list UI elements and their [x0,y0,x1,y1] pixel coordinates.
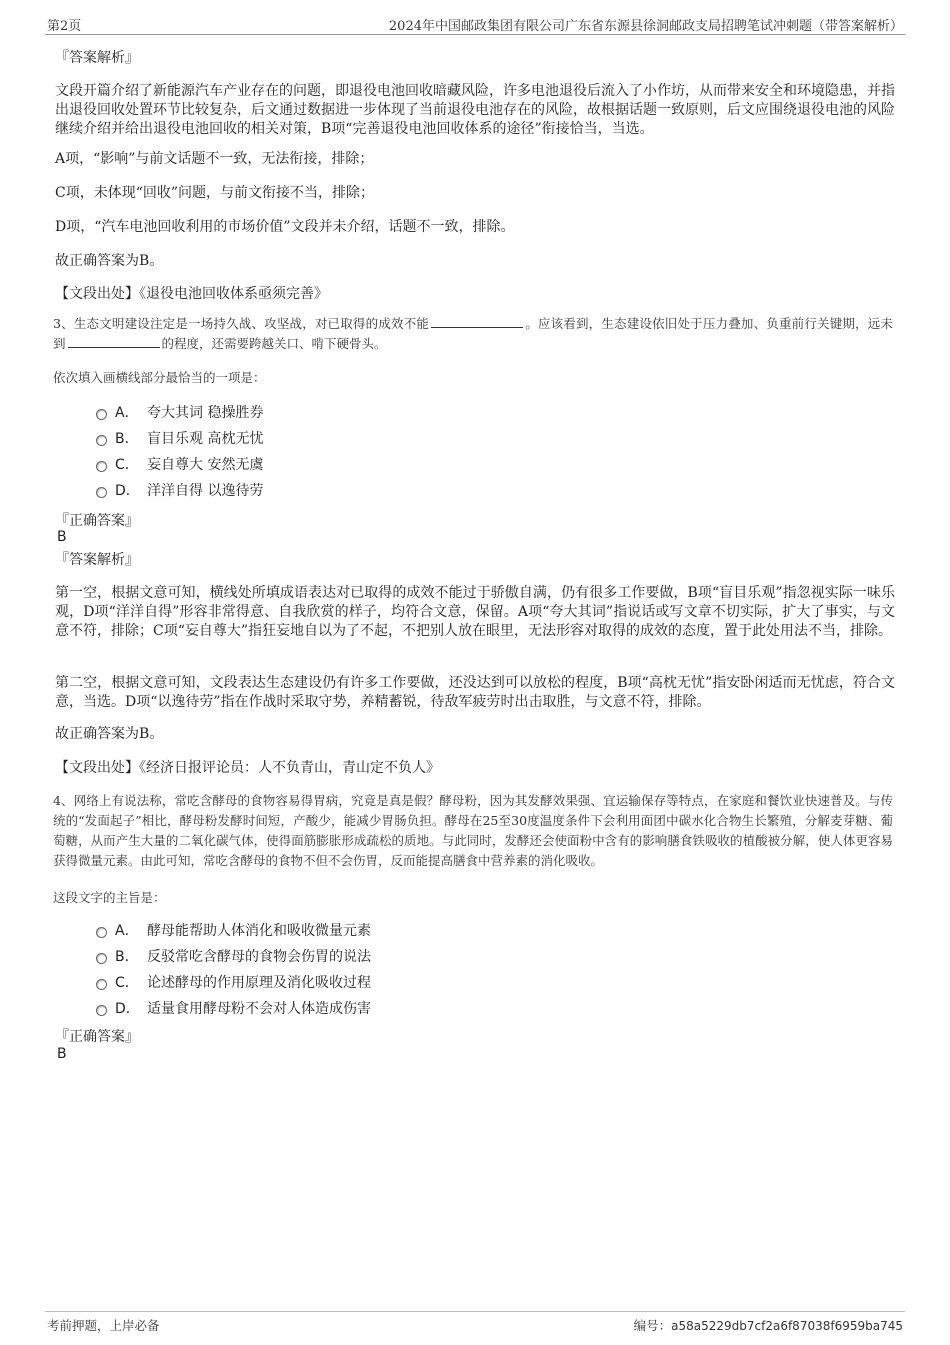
radio-icon[interactable] [96,435,107,446]
q3-correct-answer: B [57,529,67,545]
q3-conclusion: 故正确答案为B。 [55,726,164,742]
q4-prompt: 这段文字的主旨是： [53,890,166,905]
q3-option-d[interactable]: D． 洋洋自得 以逸待劳 [55,478,455,504]
page-header [45,14,905,35]
q3-prompt: 依次填入画横线部分最恰当的一项是： [53,370,266,385]
q3-stem [53,314,893,354]
q3-stem-part3: 的程度，还需要跨越关口、啃下硬骨头。 [161,336,387,351]
footer-code: a58a5229db7cf2a6f87038f6959ba745 [671,1319,903,1333]
q3-blank-1 [431,315,523,328]
q2-note-d: D项，“汽车电池回收利用的市场价值”文段并未介绍，话题不一致，排除。 [55,219,515,235]
q4-stem: 4、网络上有说法称，常吃含酵母的食物容易得胃病，究竟是真是假？酵母粉，因为其发酵效果强、宜运输保存等特点，在家庭和餐饮业快速普及。与传统的“发面起子”相比，酵母粉发酵时间短，产酸少，能减少胃肠负担。酵母在25至30度温度条件下会利用面团中碳水化合物生长繁殖，分解麦芽糖、葡萄糖，从而产生大量的二氧化碳气体，使得面筋膨胀形成疏松的质地。与此同时，发酵还会使面粉中含有的影响膳食铁吸收的植酸被分解，使人体更容易获得微量元素。由此可知，常吃含酵母的食物不但不会伤胃，反而能提高膳食中营养素的消化吸收。 [53,793,893,868]
q4-option-b[interactable]: B． 反驳常吃含酵母的食物会伤胃的说法 [55,944,555,970]
radio-icon[interactable] [96,409,107,420]
q2-conclusion: 故正确答案为B。 [55,253,164,269]
footer-slogan: 考前押题，上岸必备 [47,1318,160,1333]
q4-options [55,918,555,1022]
q3-analysis-p1: 第一空，根据文意可知，横线处所填成语表达对已取得的成效不能过于骄傲自满，仍有很多工作要做，B项“盲目乐观”指忽视实际一味乐观，D项“洋洋自得”形容非常得意、自我欣赏的样子，均符合文意，保留。A项“夸大其词”指说话或写文章不切实际，扩大了事实，与文意不符，排除；C项“妄自尊大”指狂妄地自以为了不起，不把别人放在眼里，无法形容对取得的成效的态度，置于此处用法不当，排除。 [55,585,895,639]
q4-correct-answer: B [57,1046,67,1062]
radio-icon[interactable] [96,487,107,498]
q3-stem-part1: 3、生态文明建设注定是一场持久战、攻坚战，对已取得的成效不能 [53,316,430,331]
q3-correct-label: 『正确答案』 [55,513,139,529]
footer-code-label: 编号： [633,1318,672,1333]
q3-option-a[interactable]: A． 夸大其词 稳操胜券 [55,400,455,426]
page-footer [45,1311,905,1336]
q3-option-c[interactable]: C． 妄自尊大 安然无虞 [55,452,455,478]
document-title: 2024年中国邮政集团有限公司广东省东源县徐洞邮政支局招聘笔试冲刺题（带答案解析） [388,19,903,34]
q2-note-a: A项，“影响”与前文话题不一致，无法衔接，排除； [55,151,374,167]
radio-icon[interactable] [96,979,107,990]
q3-source: 【文段出处】《经济日报评论员：人不负青山，青山定不负人》 [55,760,440,776]
q3-analysis-label: 『答案解析』 [55,552,139,568]
q3-options [55,400,455,504]
radio-icon[interactable] [96,1005,107,1016]
q4-option-a[interactable]: A． 酵母能帮助人体消化和吸收微量元素 [55,918,555,944]
q2-note-c: C项，未体现“回收”问题，与前文衔接不当，排除； [55,185,375,201]
radio-icon[interactable] [96,953,107,964]
q2-analysis-text: 文段开篇介绍了新能源汽车产业存在的问题，即退役电池回收暗藏风险，许多电池退役后流入了小作坊，从而带来安全和环境隐患，并指出退役回收处置环节比较复杂，后文通过数据进一步体现了当前退役电池存在的风险，故根据话题一致原则，后文应围绕退役电池的风险继续介绍并给出退役电池回收的相关对策，B项“完善退役电池回收体系的途径”衔接恰当，当选。 [55,83,895,137]
q4-option-d[interactable]: D． 适量食用酵母粉不会对人体造成伤害 [55,996,555,1022]
q3-stem-part2: 。应该看到，生态建设依旧处于压力叠加、负重前行关键期，远未到 [53,316,893,351]
q4-option-c[interactable]: C． 论述酵母的作用原理及消化吸收过程 [55,970,555,996]
q3-blank-2 [68,335,160,348]
page-number: 第2页 [47,19,82,34]
q2-analysis-label: 『答案解析』 [55,50,139,66]
radio-icon[interactable] [96,927,107,938]
radio-icon[interactable] [96,461,107,472]
q3-option-b[interactable]: B． 盲目乐观 高枕无忧 [55,426,455,452]
q2-source: 【文段出处】《退役电池回收体系亟须完善》 [55,286,328,302]
footer-code-block [634,1316,903,1334]
q3-analysis-p2: 第二空，根据文意可知，文段表达生态建设仍有许多工作要做，还没达到可以放松的程度，B项“高枕无忧”指安卧闲适而无忧虑，符合文意，当选。D项“以逸待劳”指在作战时采取守势，养精蓄锐，待敌军疲劳时出击取胜，与文意不符，排除。 [55,675,895,710]
q4-correct-label: 『正确答案』 [55,1029,139,1045]
